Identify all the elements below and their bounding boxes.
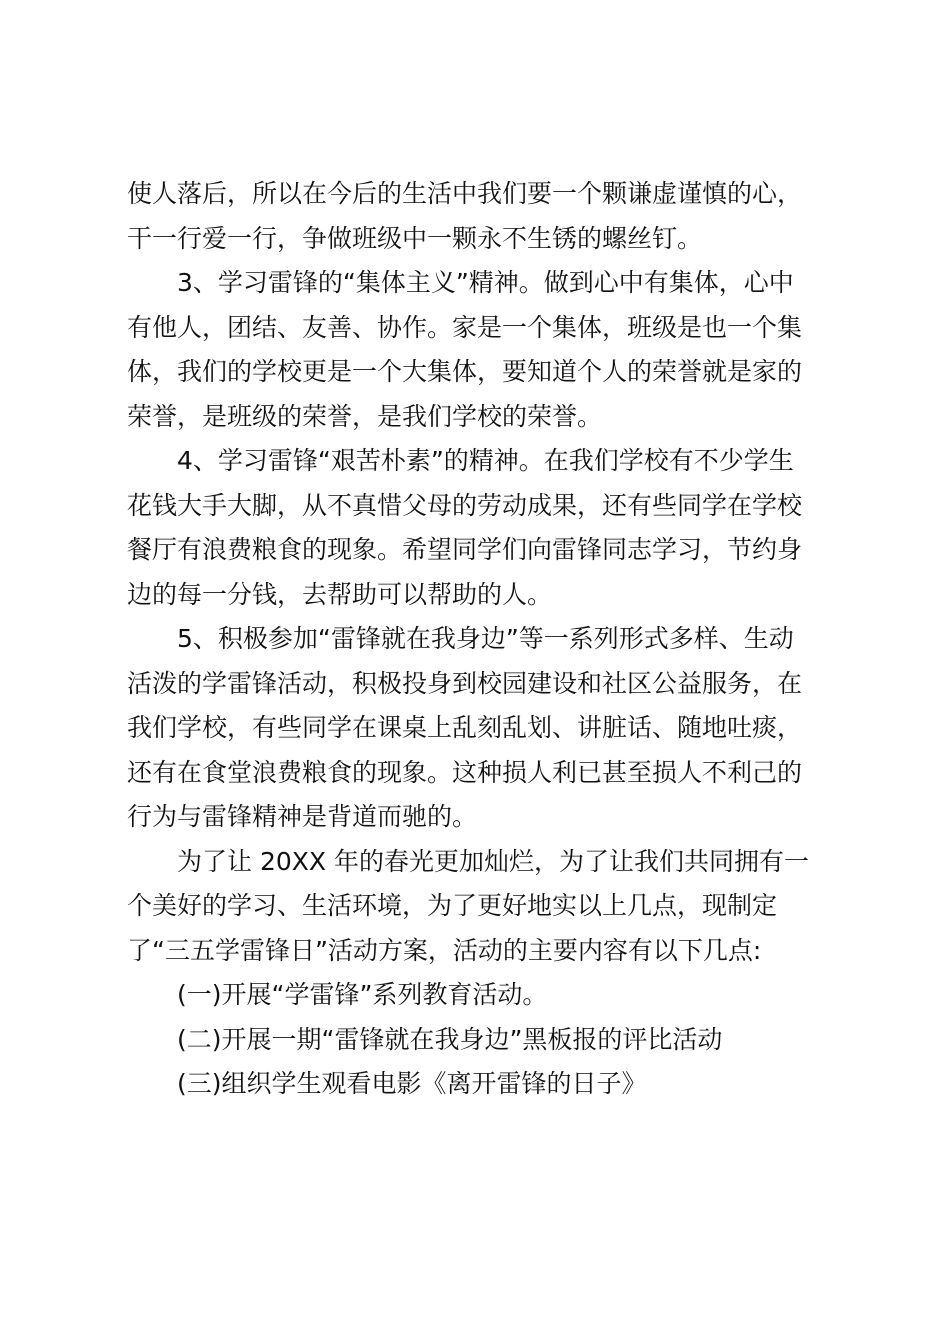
- text-line: 5、积极参加“雷锋就在我身边”等一系列形式多样、生动: [177, 624, 794, 653]
- text-line: 行为与雷锋精神是背道而驰的。: [127, 802, 478, 831]
- text-line: 我们学校，有些同学在课桌上乱刻乱划、讲脏话、随地吐痰，: [127, 713, 803, 742]
- text-line: 荣誉，是班级的荣誉，是我们学校的荣誉。: [127, 401, 603, 431]
- text-line: 干一行爱一行，争做班级中一颗永不生锈的螺丝钉。: [127, 223, 703, 253]
- list-item: (二)开展一期“雷锋就在我身边”黑板报的评比活动: [177, 1024, 723, 1054]
- list-item: (一)开展“学雷锋”系列教育活动。: [177, 980, 548, 1009]
- document-body: [127, 172, 837, 1107]
- text-line: 3、学习雷锋的“集体主义”精神。做到心中有集体，心中: [177, 268, 794, 297]
- list-item: (三)组织学生观看电影《离开雷锋的日子》: [177, 1069, 647, 1098]
- text-line: 还有在食堂浪费粮食的现象。这种损人利已甚至损人不利己的: [127, 757, 803, 787]
- text-line: 为了让 20XX 年的春光更加灿烂，为了让我们共同拥有一: [177, 846, 809, 876]
- text-line: 边的每一分钱，去帮助可以帮助的人。: [127, 579, 553, 609]
- text-line: 活泼的学雷锋活动，积极投身到校园建设和社区公益服务，在: [127, 668, 803, 698]
- text-line: 了“三五学雷锋日”活动方案，活动的主要内容有以下几点:: [127, 935, 762, 965]
- text-line: 有他人，团结、友善、协作。家是一个集体，班级是也一个集: [127, 312, 803, 342]
- text-line: 体，我们的学校更是一个大集体，要知道个人的荣誉就是家的: [127, 357, 803, 386]
- text-line: 花钱大手大脚，从不真惜父母的劳动成果，还有些同学在学校: [127, 490, 803, 520]
- text-line: 个美好的学习、生活环境，为了更好地实以上几点，现制定: [127, 891, 778, 920]
- text-line: 使人落后，所以在今后的生活中我们要一个颗谦虚谨慎的心，: [127, 179, 803, 208]
- text-line: 4、学习雷锋“艰苦朴素”的精神。在我们学校有不少学生: [177, 446, 794, 475]
- text-line: 餐厅有浪费粮食的现象。希望同学们向雷锋同志学习，节约身: [127, 535, 803, 564]
